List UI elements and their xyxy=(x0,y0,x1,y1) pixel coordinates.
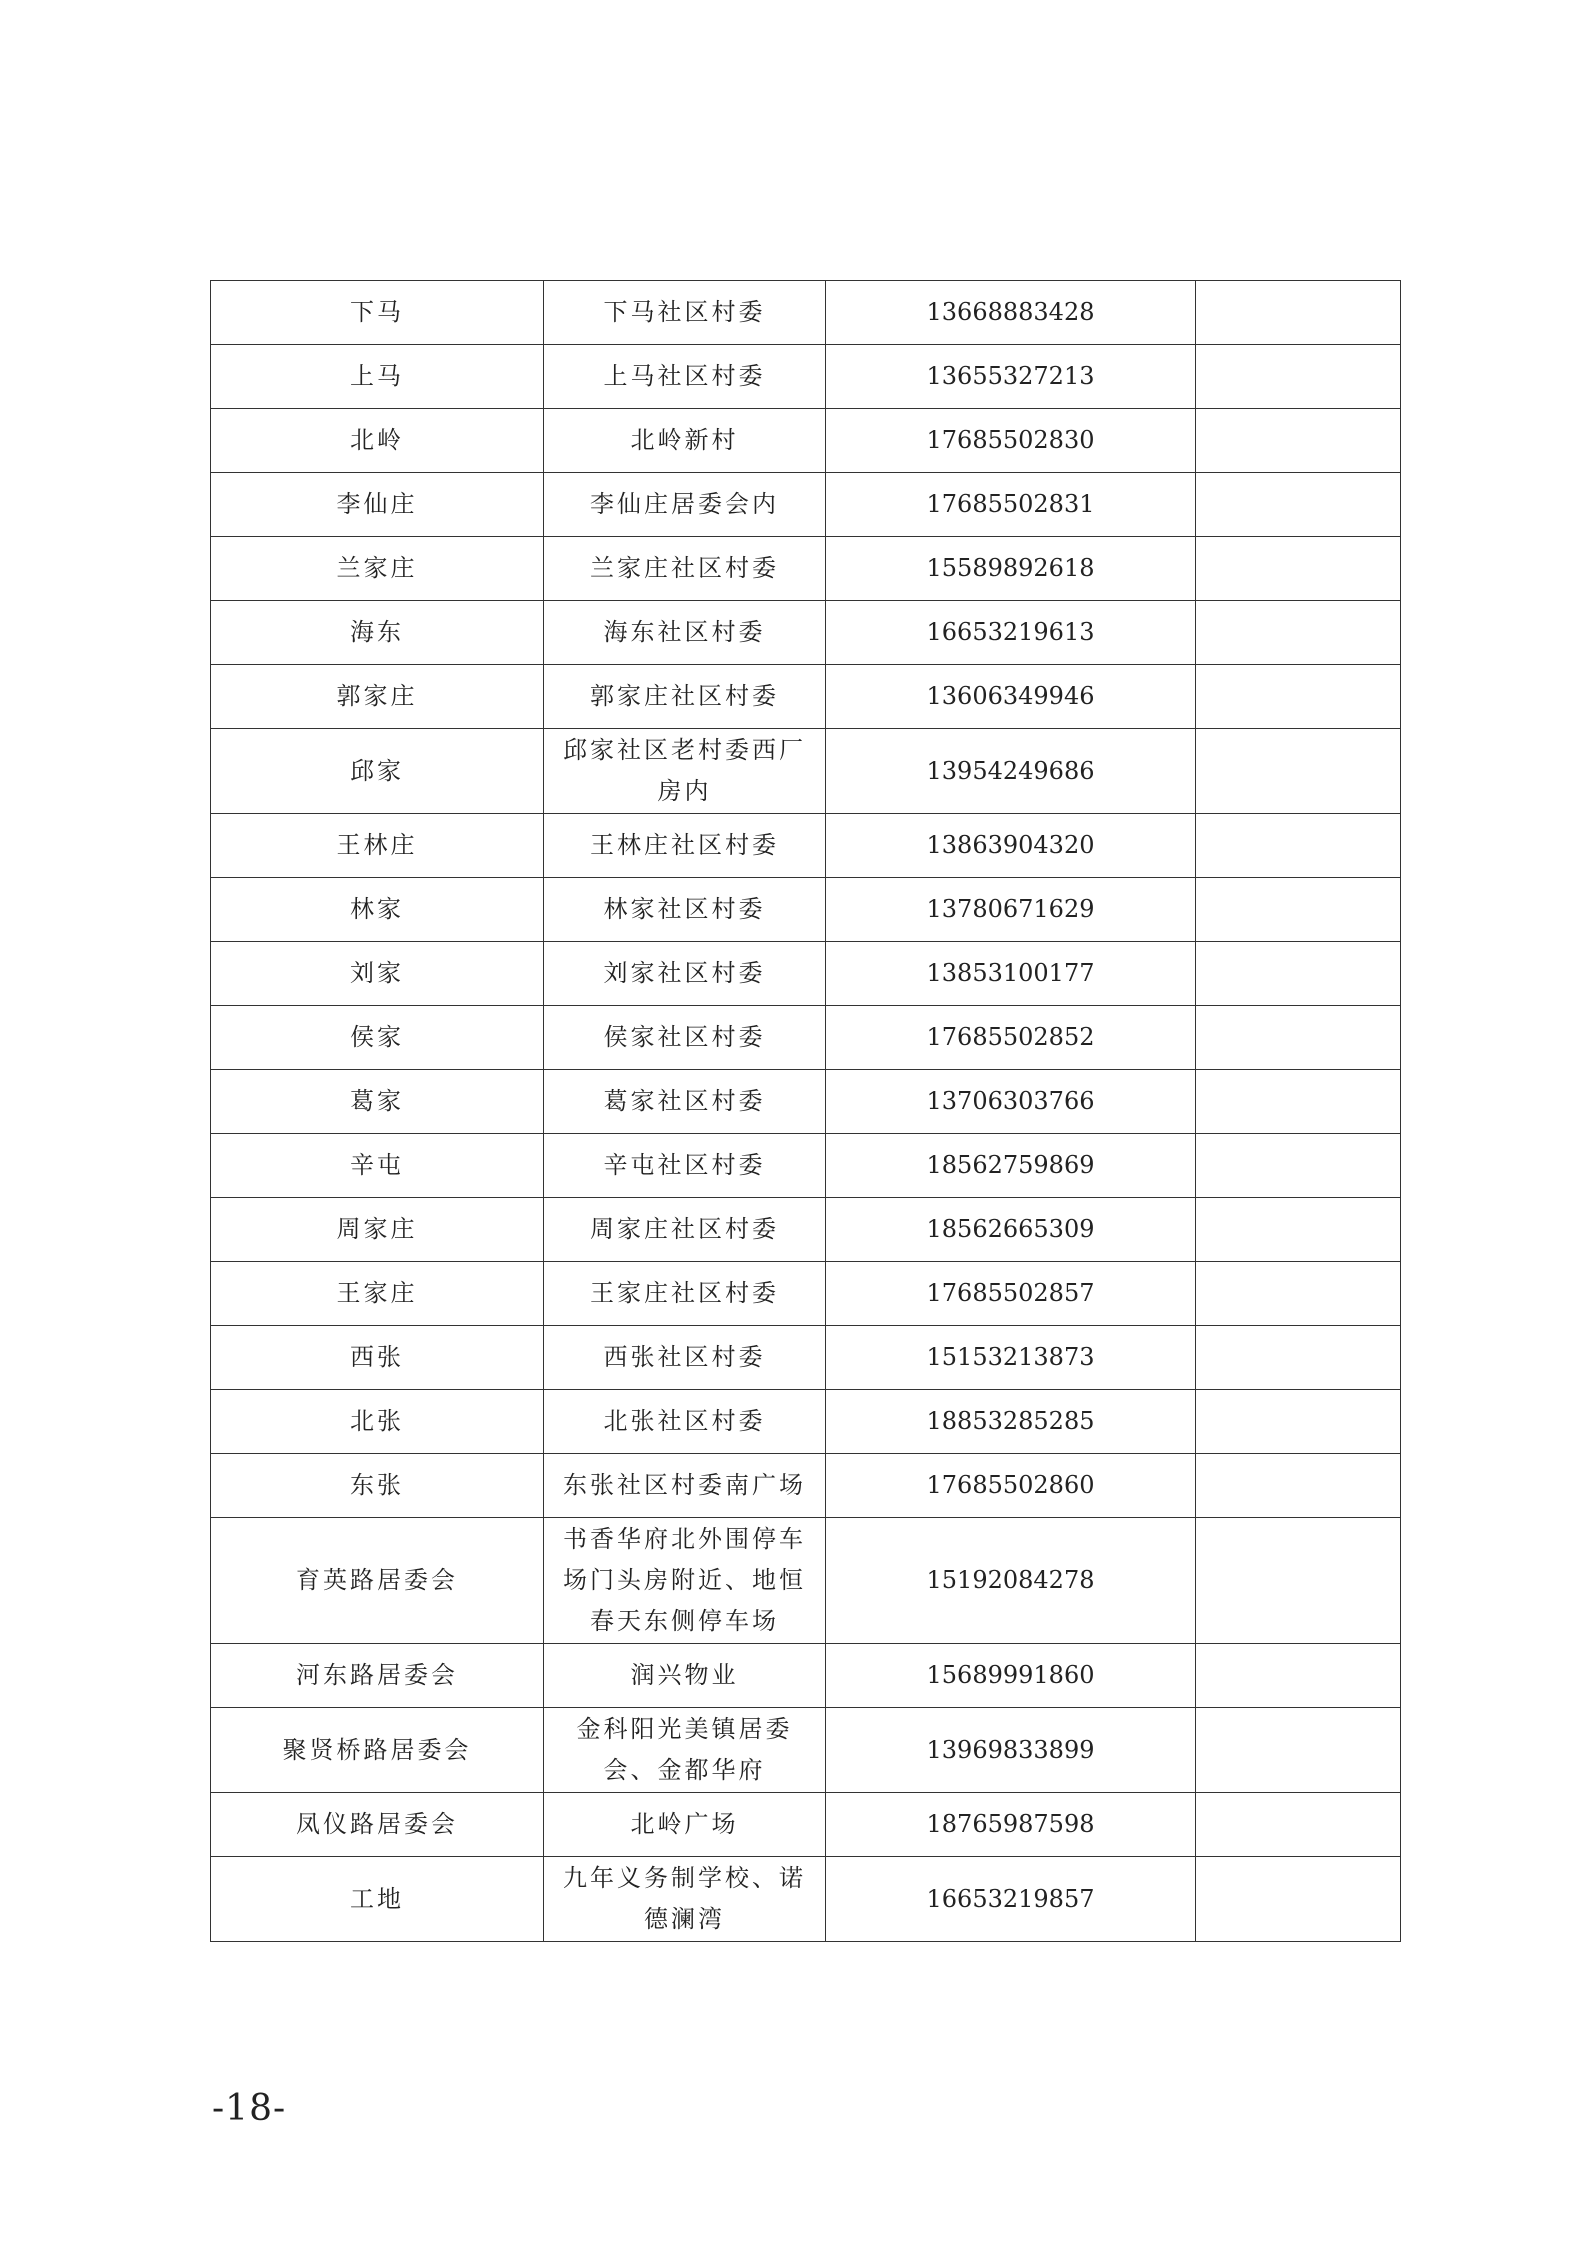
note-cell xyxy=(1196,1793,1401,1857)
phone-cell: 17685502860 xyxy=(826,1454,1196,1518)
table-row xyxy=(211,473,1401,537)
note-cell xyxy=(1196,878,1401,942)
page-number: -18- xyxy=(212,2088,287,2129)
table-row xyxy=(211,1708,1401,1793)
phone-cell: 16653219857 xyxy=(826,1857,1196,1942)
area-cell: 北岭 xyxy=(211,409,544,473)
location-cell: 刘家社区村委 xyxy=(544,942,826,1006)
note-cell xyxy=(1196,942,1401,1006)
phone-cell: 17685502857 xyxy=(826,1262,1196,1326)
table-row xyxy=(211,1198,1401,1262)
area-cell: 西张 xyxy=(211,1326,544,1390)
location-cell: 北岭广场 xyxy=(544,1793,826,1857)
table-row xyxy=(211,729,1401,814)
location-cell: 海东社区村委 xyxy=(544,601,826,665)
location-cell: 润兴物业 xyxy=(544,1644,826,1708)
phone-cell: 18853285285 xyxy=(826,1390,1196,1454)
table-row xyxy=(211,601,1401,665)
location-cell: 金科阳光美镇居委会、金都华府 xyxy=(544,1708,826,1793)
note-cell xyxy=(1196,537,1401,601)
table-row xyxy=(211,1262,1401,1326)
table-row xyxy=(211,345,1401,409)
area-cell: 兰家庄 xyxy=(211,537,544,601)
location-cell: 兰家庄社区村委 xyxy=(544,537,826,601)
location-cell: 上马社区村委 xyxy=(544,345,826,409)
table-row xyxy=(211,1857,1401,1942)
phone-cell: 13668883428 xyxy=(826,281,1196,345)
phone-cell: 13655327213 xyxy=(826,345,1196,409)
location-cell: 辛屯社区村委 xyxy=(544,1134,826,1198)
phone-cell: 18562759869 xyxy=(826,1134,1196,1198)
phone-cell: 13954249686 xyxy=(826,729,1196,814)
note-cell xyxy=(1196,1006,1401,1070)
note-cell xyxy=(1196,1518,1401,1644)
table-row xyxy=(211,1390,1401,1454)
table-row xyxy=(211,1006,1401,1070)
table-row xyxy=(211,942,1401,1006)
note-cell xyxy=(1196,1857,1401,1942)
phone-cell: 13863904320 xyxy=(826,814,1196,878)
area-cell: 上马 xyxy=(211,345,544,409)
area-cell: 李仙庄 xyxy=(211,473,544,537)
location-cell: 下马社区村委 xyxy=(544,281,826,345)
phone-cell: 17685502831 xyxy=(826,473,1196,537)
area-cell: 工地 xyxy=(211,1857,544,1942)
phone-cell: 15689991860 xyxy=(826,1644,1196,1708)
area-cell: 郭家庄 xyxy=(211,665,544,729)
area-cell: 王林庄 xyxy=(211,814,544,878)
phone-cell: 15153213873 xyxy=(826,1326,1196,1390)
location-cell: 周家庄社区村委 xyxy=(544,1198,826,1262)
area-cell: 凤仪路居委会 xyxy=(211,1793,544,1857)
location-cell: 林家社区村委 xyxy=(544,878,826,942)
phone-cell: 17685502830 xyxy=(826,409,1196,473)
phone-cell: 16653219613 xyxy=(826,601,1196,665)
area-cell: 林家 xyxy=(211,878,544,942)
note-cell xyxy=(1196,345,1401,409)
phone-cell: 13853100177 xyxy=(826,942,1196,1006)
note-cell xyxy=(1196,1070,1401,1134)
phone-cell: 15192084278 xyxy=(826,1518,1196,1644)
table-row xyxy=(211,537,1401,601)
location-cell: 九年义务制学校、诺德澜湾 xyxy=(544,1857,826,1942)
area-cell: 刘家 xyxy=(211,942,544,1006)
table-row xyxy=(211,878,1401,942)
area-cell: 育英路居委会 xyxy=(211,1518,544,1644)
location-cell: 书香华府北外围停车场门头房附近、地恒春天东侧停车场 xyxy=(544,1518,826,1644)
note-cell xyxy=(1196,1454,1401,1518)
table-row xyxy=(211,1134,1401,1198)
area-cell: 东张 xyxy=(211,1454,544,1518)
location-cell: 王林庄社区村委 xyxy=(544,814,826,878)
note-cell xyxy=(1196,281,1401,345)
area-cell: 海东 xyxy=(211,601,544,665)
table-row xyxy=(211,1070,1401,1134)
phone-cell: 17685502852 xyxy=(826,1006,1196,1070)
note-cell xyxy=(1196,1262,1401,1326)
table-row xyxy=(211,814,1401,878)
phone-cell: 13706303766 xyxy=(826,1070,1196,1134)
area-cell: 周家庄 xyxy=(211,1198,544,1262)
note-cell xyxy=(1196,473,1401,537)
note-cell xyxy=(1196,1644,1401,1708)
note-cell xyxy=(1196,729,1401,814)
table-row xyxy=(211,1518,1401,1644)
area-cell: 北张 xyxy=(211,1390,544,1454)
note-cell xyxy=(1196,1326,1401,1390)
note-cell xyxy=(1196,1708,1401,1793)
note-cell xyxy=(1196,1134,1401,1198)
area-cell: 邱家 xyxy=(211,729,544,814)
note-cell xyxy=(1196,1390,1401,1454)
area-cell: 聚贤桥路居委会 xyxy=(211,1708,544,1793)
phone-cell: 13969833899 xyxy=(826,1708,1196,1793)
table-row xyxy=(211,409,1401,473)
phone-cell: 15589892618 xyxy=(826,537,1196,601)
location-cell: 邱家社区老村委西厂房内 xyxy=(544,729,826,814)
phone-cell: 13780671629 xyxy=(826,878,1196,942)
phone-cell: 13606349946 xyxy=(826,665,1196,729)
location-cell: 葛家社区村委 xyxy=(544,1070,826,1134)
table-row xyxy=(211,1454,1401,1518)
table-row xyxy=(211,665,1401,729)
location-cell: 王家庄社区村委 xyxy=(544,1262,826,1326)
note-cell xyxy=(1196,601,1401,665)
contact-table xyxy=(210,280,1401,1942)
table-row xyxy=(211,1644,1401,1708)
location-cell: 侯家社区村委 xyxy=(544,1006,826,1070)
location-cell: 西张社区村委 xyxy=(544,1326,826,1390)
location-cell: 北岭新村 xyxy=(544,409,826,473)
location-cell: 郭家庄社区村委 xyxy=(544,665,826,729)
note-cell xyxy=(1196,814,1401,878)
area-cell: 王家庄 xyxy=(211,1262,544,1326)
phone-cell: 18765987598 xyxy=(826,1793,1196,1857)
note-cell xyxy=(1196,665,1401,729)
note-cell xyxy=(1196,409,1401,473)
phone-cell: 18562665309 xyxy=(826,1198,1196,1262)
table-row xyxy=(211,1793,1401,1857)
area-cell: 下马 xyxy=(211,281,544,345)
location-cell: 北张社区村委 xyxy=(544,1390,826,1454)
area-cell: 葛家 xyxy=(211,1070,544,1134)
table-row xyxy=(211,1326,1401,1390)
area-cell: 辛屯 xyxy=(211,1134,544,1198)
area-cell: 侯家 xyxy=(211,1006,544,1070)
area-cell: 河东路居委会 xyxy=(211,1644,544,1708)
location-cell: 东张社区村委南广场 xyxy=(544,1454,826,1518)
table-row xyxy=(211,281,1401,345)
note-cell xyxy=(1196,1198,1401,1262)
location-cell: 李仙庄居委会内 xyxy=(544,473,826,537)
